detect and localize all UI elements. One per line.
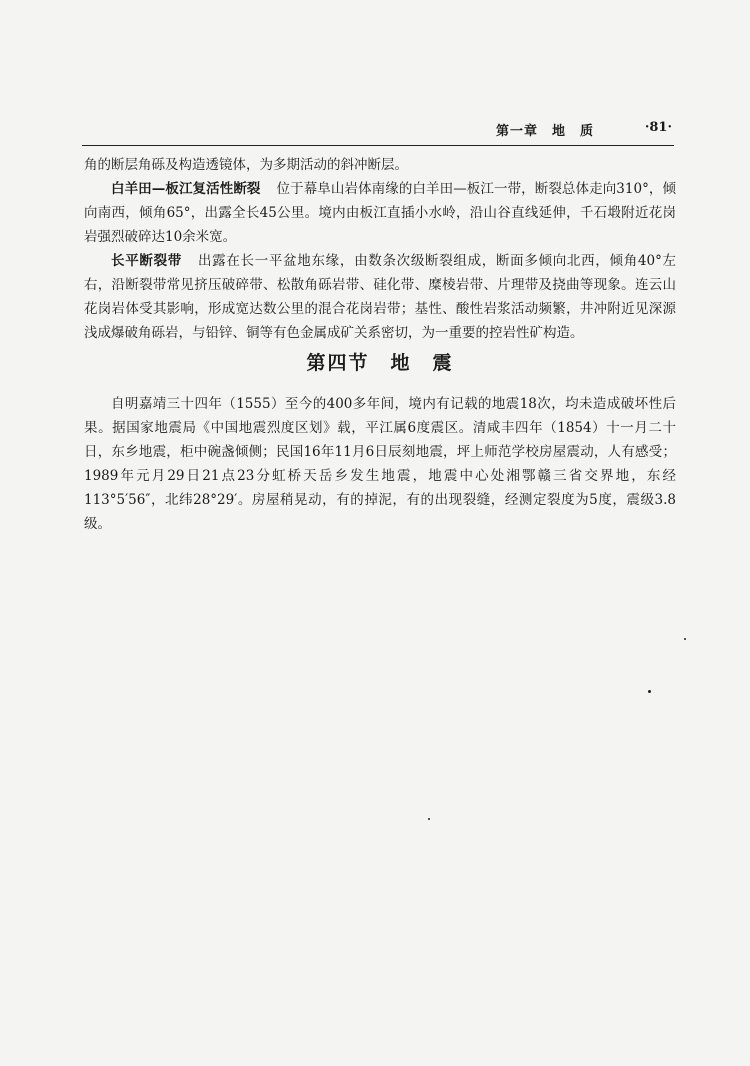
header-rule xyxy=(82,145,674,146)
earthquake-paragraph: 自明嘉靖三十四年（1555）至今的400多年间，境内有记载的地震18次，均未造成破坏性后果。据国家地震局《中国地震烈度区划》载，平江属6度震区。清咸丰四年（1854）十一月二十日，东乡地震，柜中碗盏倾侧；民国16年11月6日辰刻地震，坪上师范学校房屋震动，人有感受；1989年元月29日21点23分虹桥天岳乡发生地震，地震中心处湘鄂赣三省交界地，东经113°5′56″，北纬28°29′。房屋稍晃动，有的掉泥，有的出现裂缝，经测定裂度为5度，震级3.8级。 xyxy=(84,396,676,532)
scan-speck xyxy=(648,690,651,693)
fault-descriptions xyxy=(84,153,676,345)
term-changping-fault: 长平断裂带 xyxy=(111,253,182,269)
term-baiyangtian-fault: 白羊田—板江复活性断裂 xyxy=(111,181,261,197)
scan-speck xyxy=(684,638,686,640)
paragraph-baiyangtian-fault xyxy=(84,177,676,249)
paragraph-changping-fault xyxy=(84,249,676,345)
section-body xyxy=(84,392,676,536)
text-baiyangtian-fault: 位于幕阜山岩体南缘的白羊田—板江一带，断裂总体走向310°，倾向南西，倾角65°，出露全长45公里。境内由板江直插小水岭，沿山谷直线延伸，千石塅附近花岗岩强烈破碎达10余米宽。 xyxy=(84,181,676,245)
scan-speck xyxy=(428,818,430,820)
paragraph-continuation: 角的断层角砾及构造透镜体，为多期活动的斜冲断层。 xyxy=(84,157,408,173)
section-title: 第四节 地 震 xyxy=(306,352,454,374)
page-number: ·81· xyxy=(644,120,672,135)
chapter-title: 第一章 地 质 xyxy=(495,124,594,139)
text-changping-fault: 出露在长一平盆地东缘，由数条次级断裂组成，断面多倾向北西，倾角40°左右，沿断裂带常见挤压破碎带、松散角砾岩带、硅化带、糜棱岩带、片理带及挠曲等现象。连云山花岗岩体受其影响，形成宽达数公里的混合花岗岩带；基性、酸性岩浆活动频繁，井冲附近见深源浅成爆破角砾岩，与铅锌、铜等有色金属成矿关系密切，为一重要的控岩性矿构造。 xyxy=(84,253,677,341)
running-header xyxy=(82,120,672,140)
